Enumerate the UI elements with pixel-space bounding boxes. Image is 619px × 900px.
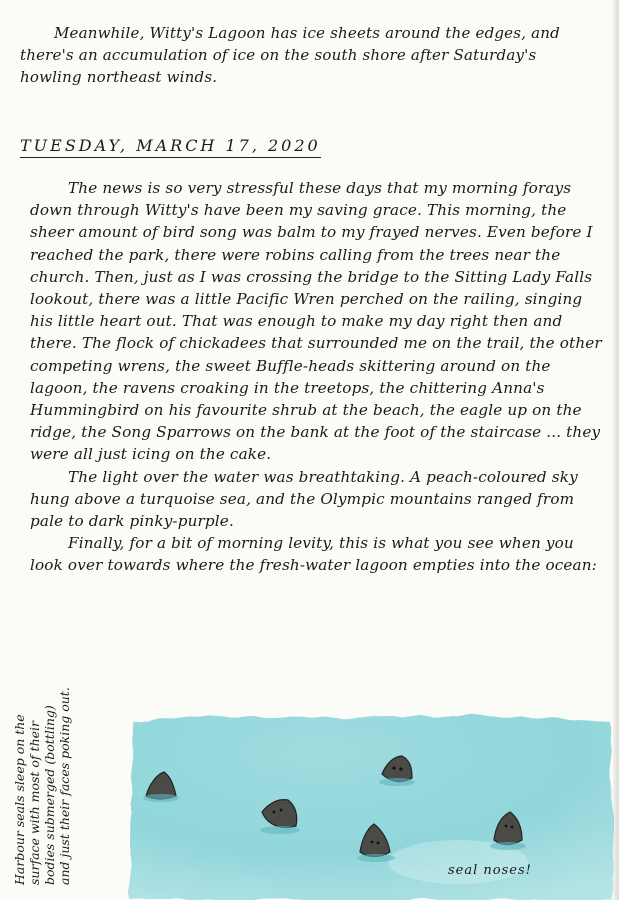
entry-paragraph-birds: The news is so very stressful these days that my morning forays down through Witty's have been my saving grace. This morning, the sheer amount of bird song was balm to my frayed nerves. Even before I reached the park, there were robins calling from the trees near the church. Then, just as I was crossing the bridge to the Sitting Lady Falls lookout, there was a little Pacific Wren perched on the railing, singing his little heart out. That was enough to make my day right then and there. The flock of chickadees that surrounded me on the trail, the other competing wrens, the sweet Buffle-heads skittering around on the lagoon, the ravens croaking in the treetops, the chittering Anna's Hummingbird on his favourite shrub at the beach, the eagle up on the ridge, the Song Sparrows on the bank at the foot of the staircase ... they were all just icing on the cake.	[30, 179, 602, 464]
entry-date-heading: TUESDAY, MARCH 17, 2020	[20, 136, 321, 158]
intro-paragraph	[20, 22, 600, 88]
side-note-text: Harbour seals sleep on the surface with most of their bodies submerged (bottling) and just their faces poking out.	[12, 687, 72, 885]
water-wash	[130, 715, 612, 900]
seal-noses-label: seal noses!	[448, 863, 532, 878]
entry-paragraph-levity: Finally, for a bit of morning levity, this is what you see when you look over towards where the fresh-water lagoon empties into the ocean:	[30, 534, 597, 575]
entry-paragraph-light: The light over the water was breathtaking. A peach-coloured sky hung above a turquoise sea, and the Olympic mountains ranged from pale to dark pinky-purple.	[30, 467, 578, 531]
seal-watercolor-illustration	[128, 712, 614, 900]
intro-text: Meanwhile, Witty's Lagoon has ice sheets around the edges, and there's an accumulation of ice on the south shore after Saturday's howling northeast winds.	[20, 24, 560, 86]
illustration-side-note	[12, 685, 72, 885]
journal-entry-body	[30, 177, 602, 577]
